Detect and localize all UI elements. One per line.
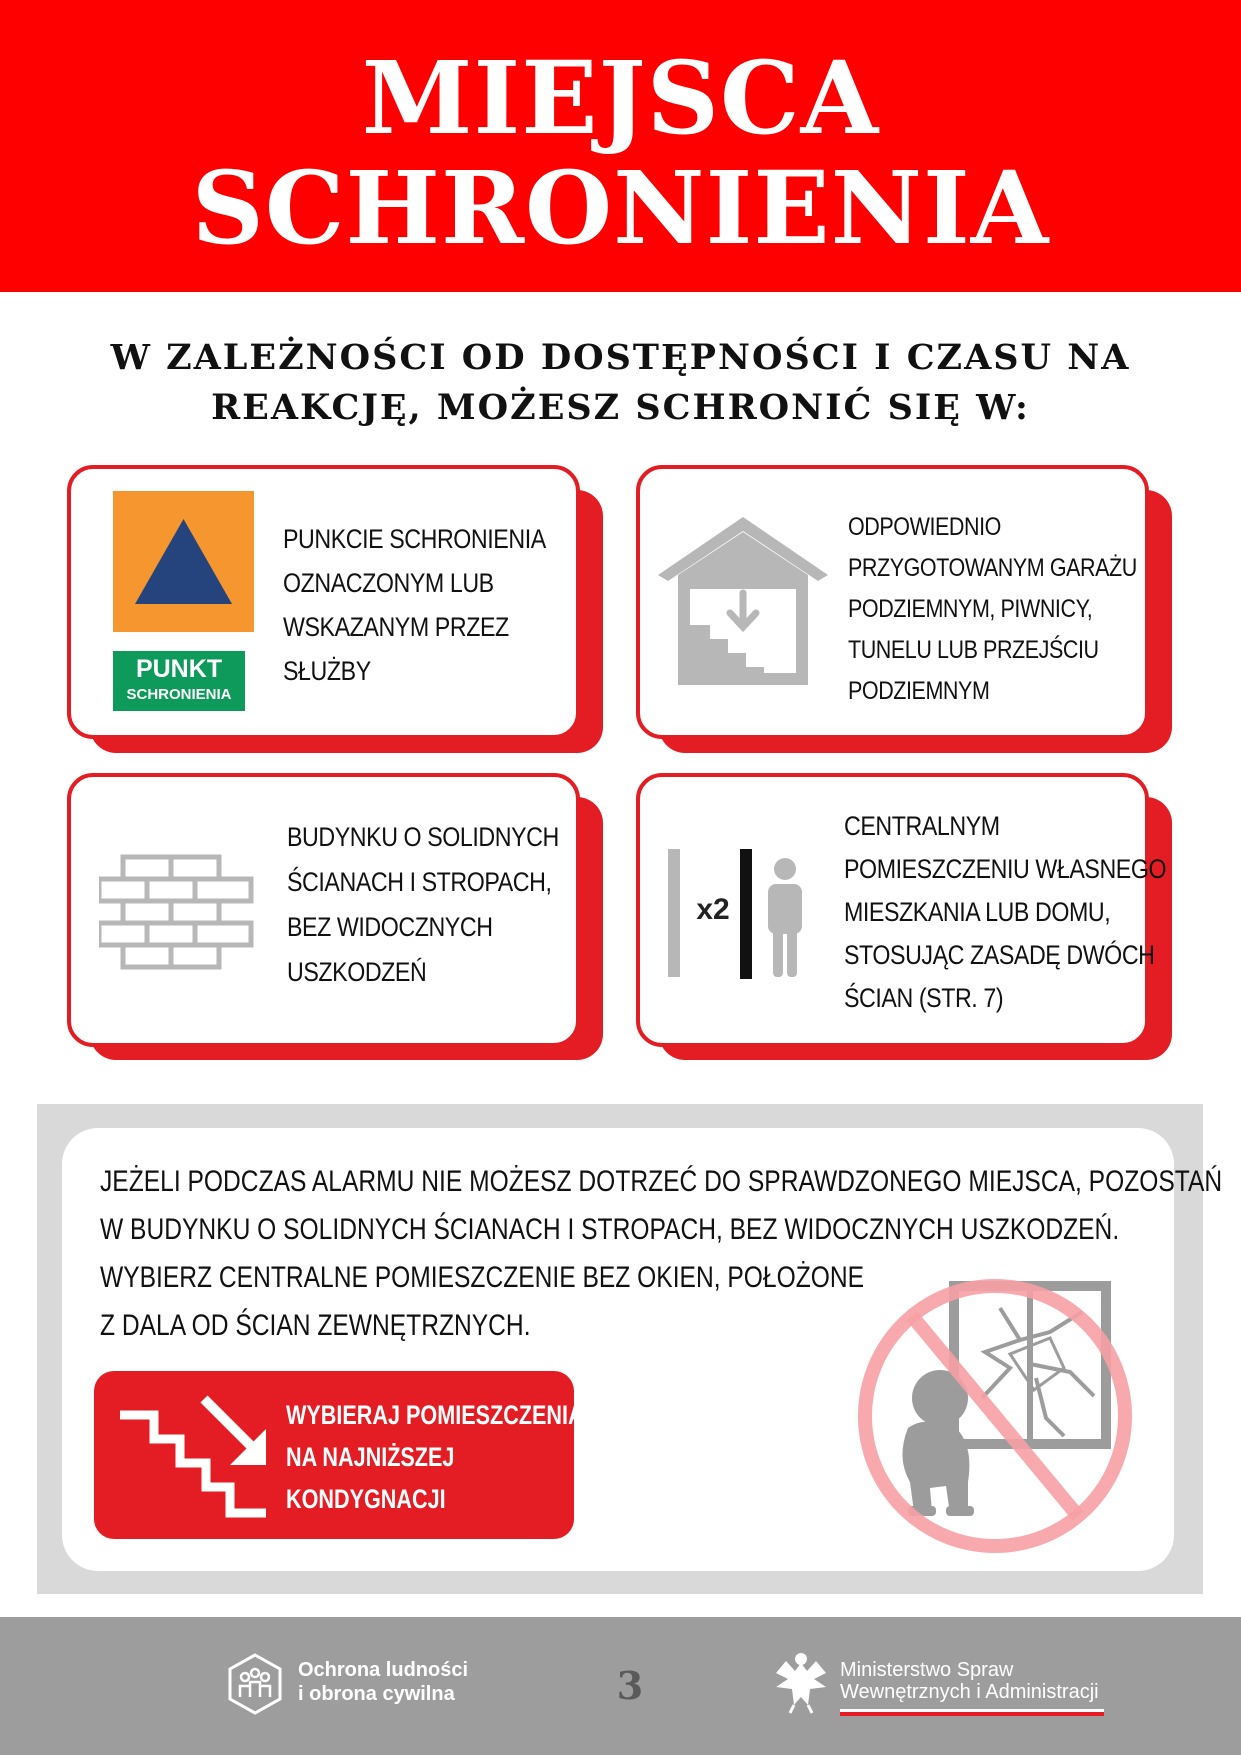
card-shelter-point [67,465,580,739]
sign-line1: PUNKT [135,655,223,683]
page-number: 3 [616,1663,644,1708]
alert-line: JEŻELI PODCZAS ALARMU NIE MOŻESZ DOTRZEĆ DO SPRAWDZONEGO MIEJSCA, POZOSTAŃ [100,1165,1223,1198]
footer-left-line1: Ochrona ludności [298,1659,469,1681]
multiplier-label: x2 [696,893,730,926]
card-line: ŚCIAN (STR. 7) [844,983,1004,1013]
alert-line: Z DALA OD ŚCIAN ZEWNĘTRZNYCH. [100,1309,531,1342]
underground-house-icon [658,517,828,687]
card-text [848,507,1137,712]
card-line: ŚCIANACH I STROPACH, [287,867,552,897]
alert-line: W BUDYNKU O SOLIDNYCH ŚCIANACH I STROPACH, BEZ WIDOCZNYCH USZKODZEŃ. [100,1213,1120,1246]
card-line: WSKAZANYM PRZEZ [283,612,509,642]
card-line: TUNELU LUB PRZEJŚCIU [848,636,1099,664]
card-text [844,805,1166,1020]
intro-line1: W ZALEŻNOŚCI OD DOSTĘPNOŚCI I CZASU NA [110,337,1131,378]
footer-right-line1: Ministerstwo Spraw [840,1659,1014,1681]
card-underground [636,465,1149,739]
card-line: BEZ WIDOCZNYCH [287,912,493,942]
sign-line2: SCHRONIENIA [126,686,232,703]
header-banner [0,0,1241,292]
polish-eagle-emblem-icon [772,1649,830,1715]
card-line: USZKODZEŃ [287,957,427,987]
card-line: POMIESZCZENIU WŁASNEGO [844,854,1167,884]
shelter-point-sign [113,651,245,711]
card-line: ODPOWIEDNIO [848,513,1001,541]
card-line: CENTRALNYM [844,811,1000,841]
card-line: BUDYNKU O SOLIDNYCH [287,822,559,852]
tip-line: NA NAJNIŻSZEJ [286,1442,455,1472]
card-line: PRZYGOTOWANYM GARAŻU [848,554,1137,582]
footer-right-line2: Wewnętrznych i Administracji [840,1681,1099,1703]
card-central-room [636,773,1167,1047]
card-line: OZNACZONYM LUB [283,568,494,598]
tip-line: KONDYGNACJI [286,1484,446,1514]
card-text [283,517,546,693]
card-text [287,815,559,995]
card-line: PODZIEMNYM, PIWNICY, [848,595,1093,623]
intro-line2: REAKCJĘ, MOŻESZ SCHRONIĆ SIĘ W: [211,387,1030,428]
civil-defence-shelter-sign-icon [113,491,254,632]
civil-protection-logo-icon [228,1653,282,1715]
card-line: SŁUŻBY [283,656,371,686]
footer [0,1617,1241,1755]
two-walls-person-icon [668,849,818,981]
card-line: PODZIEMNYM [848,677,990,705]
tip-line: WYBIERAJ POMIESZCZENIA [286,1400,584,1430]
alert-line: WYBIERZ CENTRALNE POMIESZCZENIE BEZ OKIEN, POŁOŻONE [100,1261,865,1294]
page-title-line1: MIEJSCA [361,39,880,157]
footer-left-line2: i obrona cywilna [298,1683,455,1705]
flag-stripe-red [840,1712,1104,1716]
stairs-down-icon [118,1391,268,1521]
lowest-floor-tip [94,1371,584,1539]
card-line: STOSUJĄC ZASADĘ DWÓCH [844,940,1155,970]
card-solid-building [67,773,580,1047]
page-title-line2: SCHRONIENIA [191,149,1050,267]
card-line: PUNKCIE SCHRONIENIA [283,524,546,554]
card-line: MIESZKANIA LUB DOMU, [844,897,1111,927]
brick-wall-icon [99,853,255,979]
no-window-icon [850,1268,1140,1558]
